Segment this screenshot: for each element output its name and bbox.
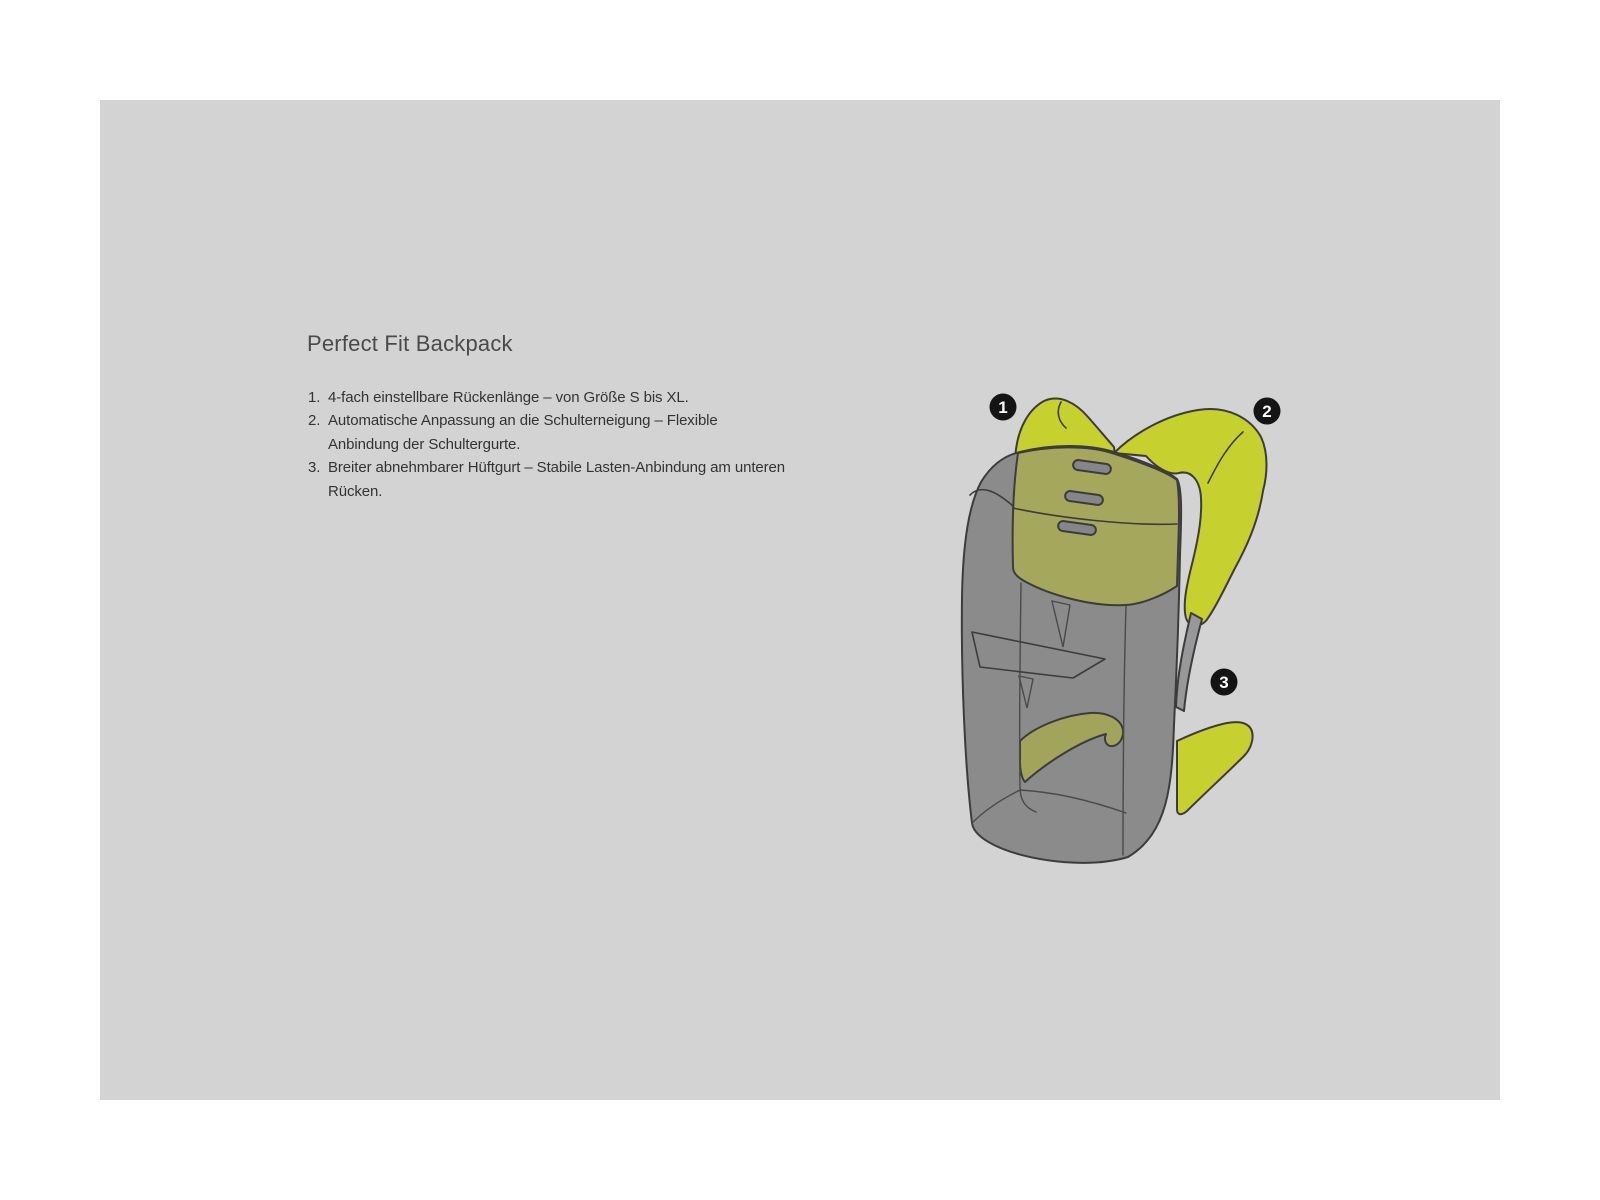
feature-text-line: Anbindung der Schultergurte. [328,435,521,453]
feature-item-2 [308,409,785,456]
feature-text-line: Rücken. [328,482,383,500]
feature-number: 3. [308,459,321,477]
feature-text [328,409,718,456]
callout-marker-2 [1254,398,1281,425]
marker-label: 1 [998,398,1008,417]
content-panel [100,100,1500,1100]
feature-item-3 [308,456,785,503]
backpack-illustration [930,375,1290,875]
hip-belt-shape [1177,722,1253,814]
marker-label: 2 [1262,402,1272,421]
stabilizer-strap-shape [1176,613,1202,711]
feature-item-1 [308,386,785,409]
callout-marker-3 [1211,669,1238,696]
feature-number: 2. [308,412,321,430]
feature-list [308,386,785,503]
feature-text [328,456,785,503]
callout-marker-1 [990,394,1017,421]
feature-text-line: Automatische Anpassung an die Schulterneigung – Flexible [328,412,718,430]
feature-text [328,386,689,409]
marker-label: 3 [1219,673,1229,692]
feature-number: 1. [308,389,321,406]
feature-text-line: Breiter abnehmbarer Hüftgurt – Stabile Lasten-Anbindung am unteren [328,459,786,477]
page-title: Perfect Fit Backpack [307,331,513,356]
feature-text-line: 4-fach einstellbare Rückenlänge – von Größe S bis XL. [328,389,689,406]
